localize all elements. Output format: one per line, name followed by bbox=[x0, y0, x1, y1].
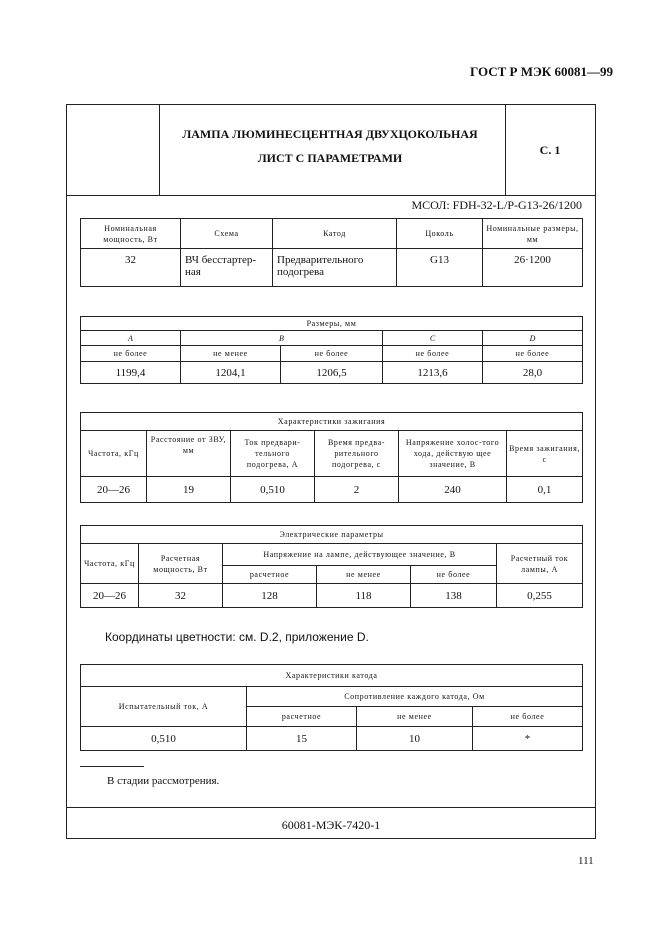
header-dimensions: Номинальные размеры, мм bbox=[483, 219, 583, 249]
header-cap: Цоколь bbox=[397, 219, 483, 249]
header-power: Номинальная мощность, Вт bbox=[81, 219, 181, 249]
header-rated-power: Расчетная мощность, Вт bbox=[139, 544, 223, 584]
ignition-table bbox=[80, 412, 583, 503]
ignition-value: 2 bbox=[315, 477, 399, 503]
subheader-max: не более bbox=[411, 566, 497, 584]
electrical-value: 118 bbox=[317, 584, 411, 608]
dim-value: 1213,6 bbox=[383, 362, 483, 384]
header-test-current: Испытательный ток, А bbox=[81, 687, 247, 727]
cathode-value: * bbox=[473, 727, 583, 751]
dim-letter-b: B bbox=[181, 331, 383, 346]
cathode-table bbox=[80, 664, 583, 751]
sheet-number: С. 1 bbox=[539, 143, 561, 157]
document-code: ГОСТ Р МЭК 60081—99 bbox=[470, 64, 613, 79]
header-preheat-current: Ток предвари-тельного подогрева, А bbox=[231, 431, 315, 477]
header-lamp-voltage: Напряжение на лампе, действующее значение, В bbox=[223, 544, 497, 566]
cathode-title: Характеристики катода bbox=[81, 665, 583, 687]
electrical-table bbox=[80, 525, 583, 608]
footer-divider bbox=[66, 807, 596, 808]
dim-letter-d: D bbox=[483, 331, 583, 346]
dimensions-table bbox=[80, 316, 583, 384]
header-scheme: Схема bbox=[181, 219, 273, 249]
dim-limit: не более bbox=[483, 346, 583, 362]
cathode-value: 0,510 bbox=[81, 727, 247, 751]
header-cathode: Катод bbox=[273, 219, 397, 249]
electrical-value: 138 bbox=[411, 584, 497, 608]
header-lamp-current: Расчетный ток лампы, А bbox=[497, 544, 583, 584]
sheet-code: 60081-МЭК-7420-1 bbox=[281, 818, 381, 832]
general-table bbox=[80, 218, 583, 287]
sheet-title: ЛИСТ С ПАРАМЕТРАМИ bbox=[257, 151, 403, 165]
lamp-title: ЛАМПА ЛЮМИНЕСЦЕНТНАЯ ДВУХЦОКОЛЬНАЯ bbox=[182, 127, 478, 141]
dim-value: 28,0 bbox=[483, 362, 583, 384]
subheader-min: не менее bbox=[317, 566, 411, 584]
dim-value: 1206,5 bbox=[281, 362, 383, 384]
header-frequency: Частота, кГц bbox=[81, 431, 147, 477]
dimensions-title: Размеры, мм bbox=[81, 317, 583, 331]
ignition-title: Характеристики зажигания bbox=[81, 413, 583, 431]
value-scheme: ВЧ бесстартер-ная bbox=[181, 249, 273, 287]
cathode-value: 10 bbox=[357, 727, 473, 751]
subheader-rated: расчетное bbox=[223, 566, 317, 584]
header-frequency: Частота, кГц bbox=[81, 544, 139, 584]
electrical-value: 20—26 bbox=[81, 584, 139, 608]
ignition-value: 240 bbox=[399, 477, 507, 503]
ignition-value: 0,510 bbox=[231, 477, 315, 503]
value-dimensions: 26·1200 bbox=[483, 249, 583, 287]
electrical-title: Электрические параметры bbox=[81, 526, 583, 544]
header-ignition-time: Время зажигания, с bbox=[507, 431, 583, 477]
value-cap: G13 bbox=[397, 249, 483, 287]
title-divider-left bbox=[159, 104, 160, 196]
subheader-rated: расчетное bbox=[247, 707, 357, 727]
dim-limit: не менее bbox=[181, 346, 281, 362]
dim-value: 1204,1 bbox=[181, 362, 281, 384]
header-open-voltage: Напряжение холос-того хода, действую щее значение, В bbox=[399, 431, 507, 477]
dim-limit: не более bbox=[281, 346, 383, 362]
dim-letter-c: C bbox=[383, 331, 483, 346]
ignition-value: 20—26 bbox=[81, 477, 147, 503]
mcol-designation: МСОЛ: FDH-32-L/P-G13-26/1200 bbox=[411, 198, 582, 212]
dim-value: 1199,4 bbox=[81, 362, 181, 384]
header-preheat-time: Время предва-рительного подогрева, с bbox=[315, 431, 399, 477]
subheader-max: не более bbox=[473, 707, 583, 727]
header-cathode-resistance: Сопротивление каждого катода, Ом bbox=[247, 687, 583, 707]
subheader-min: не менее bbox=[357, 707, 473, 727]
dim-letter-a: A bbox=[81, 331, 181, 346]
chromaticity-note: Координаты цветности: см. D.2, приложение D. bbox=[105, 630, 369, 644]
electrical-value: 0,255 bbox=[497, 584, 583, 608]
cathode-value: 15 bbox=[247, 727, 357, 751]
value-cathode: Предварительного подогрева bbox=[273, 249, 397, 287]
value-power: 32 bbox=[81, 249, 181, 287]
page-number: 111 bbox=[578, 855, 594, 867]
ignition-value: 0,1 bbox=[507, 477, 583, 503]
electrical-value: 128 bbox=[223, 584, 317, 608]
header-distance: Расстояние от ЗВУ, мм bbox=[147, 431, 231, 477]
dim-limit: не более bbox=[383, 346, 483, 362]
electrical-value: 32 bbox=[139, 584, 223, 608]
footnote-rule bbox=[80, 766, 144, 767]
dim-limit: не более bbox=[81, 346, 181, 362]
ignition-value: 19 bbox=[147, 477, 231, 503]
footnote: В стадии рассмотрения. bbox=[107, 775, 220, 787]
